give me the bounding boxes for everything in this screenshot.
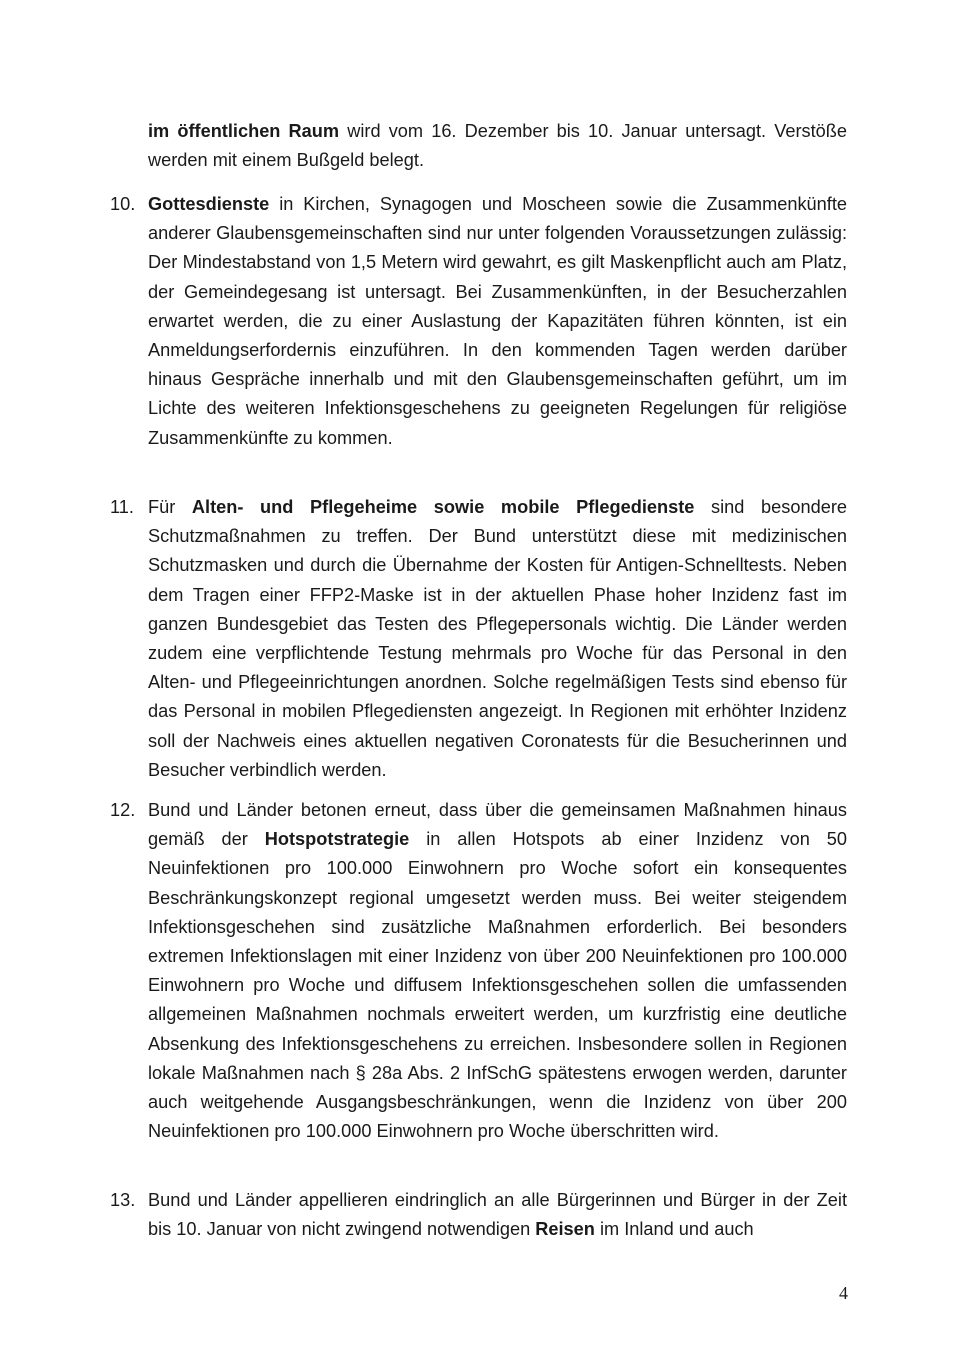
list-item-13 bbox=[110, 1186, 847, 1244]
paragraph-text: sind besondere Schutzmaßnahmen zu treffen. Der Bund unterstützt diese mit medizinischen Schutzmasken und durch die Übernahme der Kosten für Antigen-Schnelltests. Neben dem Tragen einer FFP2-Maske ist in der aktuellen Phase hoher Inzidenz fast im ganzen Bundesgebiet das Testen des Pflegepersonals wichtig. Die Länder werden zudem eine verpflichtende Testung mehrmals pro Woche für das Personal in den Alten- und Pflegeeinrichtungen anordnen. Solche regelmäßigen Tests sind ebenso für das Personal in mobilen Pflegediensten angezeigt. In Regionen mit erhöhter Inzidenz soll der Nachweis eines aktuellen negativen Coronatests für die Besucherinnen und Besucher verbindlich werden. bbox=[148, 497, 847, 780]
paragraph-text-before: Bund und Länder betonen erneut, dass über die gemeinsamen Maßnahmen hinaus gemäß der bbox=[148, 800, 847, 850]
bold-phrase: Hotspotstrategie bbox=[264, 829, 410, 850]
list-item-11 bbox=[110, 493, 847, 785]
paragraph-text: im Inland und auch bbox=[594, 1219, 754, 1240]
page-number: 4 bbox=[839, 1283, 848, 1303]
item-number: 11. bbox=[110, 497, 134, 517]
bold-phrase: Alten- und Pflegeheime sowie mobile Pflegedienste bbox=[191, 497, 695, 517]
list-item-10 bbox=[110, 190, 847, 453]
list-item-12 bbox=[110, 796, 848, 1146]
bold-phrase: Reisen bbox=[535, 1219, 595, 1240]
paragraph-text-before: Bund und Länder appellieren eindringlich an alle Bürgerinnen und Bürger in der Zeit bis 10. Januar von nicht zwingend notwendigen bbox=[148, 1190, 847, 1240]
paragraph-text-before: Für bbox=[148, 497, 192, 517]
item-number: 13. bbox=[110, 1190, 136, 1210]
paragraph-9-continuation bbox=[148, 117, 847, 175]
paragraph-text: in Kirchen, Synagogen und Moscheen sowie die Zusammenkünfte anderer Glaubensgemeinschaften sind nur unter folgenden Voraussetzungen zulässig: Der Mindestabstand von 1,5 Metern wird gewahrt, es gilt Maskenpflicht auch am Platz, der Gemeindegesang ist untersagt. Bei Zusammenkünften, in der Besucherzahlen erwartet werden, die zu einer Auslastung der Kapazitäten führen könnten, ist ein Anmeldungserfordernis einzuführen. In den kommenden Tagen werden darüber hinaus Gespräche innerhalb und mit den Glaubensgemeinschaften geführt, um im Lichte des weiteren Infektionsgeschehens zu geeigneten Regelungen für religiöse Zusammenkünfte zu kommen. bbox=[148, 194, 847, 448]
item-number: 10. bbox=[110, 194, 136, 214]
item-number: 12. bbox=[110, 800, 136, 820]
bold-phrase: im öffentlichen Raum bbox=[148, 121, 340, 141]
paragraph-text: wird vom 16. Dezember bis 10. Januar untersagt. Verstöße werden mit einem Bußgeld belegt. bbox=[148, 121, 847, 171]
paragraph-text: in allen Hotspots ab einer Inzidenz von 50 Neuinfektionen pro 100.000 Einwohnern pro Woche sofort ein konsequentes Beschränkungskonzept regional umgesetzt werden muss. Bei weiter steigendem Infektionsgeschehen sind zusätzliche Maßnahmen erforderlich. Bei besonders extremen Infektionslagen mit einer Inzidenz von über 200 Neuinfektionen pro 100.000 Einwohnern pro Woche und diffusem Infektionsgeschehen sollen die umfassenden allgemeinen Maßnahmen nochmals erweitert werden, um kurzfristig eine deutliche Absenkung des Infektionsgeschehens zu erreichen. Insbesondere sollen in Regionen lokale Maßnahmen nach § 28a Abs. 2 InfSchG spätestens erwogen werden, darunter auch weitgehende Ausgangsbeschränkungen, wenn die Inzidenz von über 200 Neuinfektionen pro 100.000 Einwohnern pro Woche überschritten wird. bbox=[148, 829, 848, 1142]
bold-phrase: Gottesdienste bbox=[148, 194, 270, 214]
